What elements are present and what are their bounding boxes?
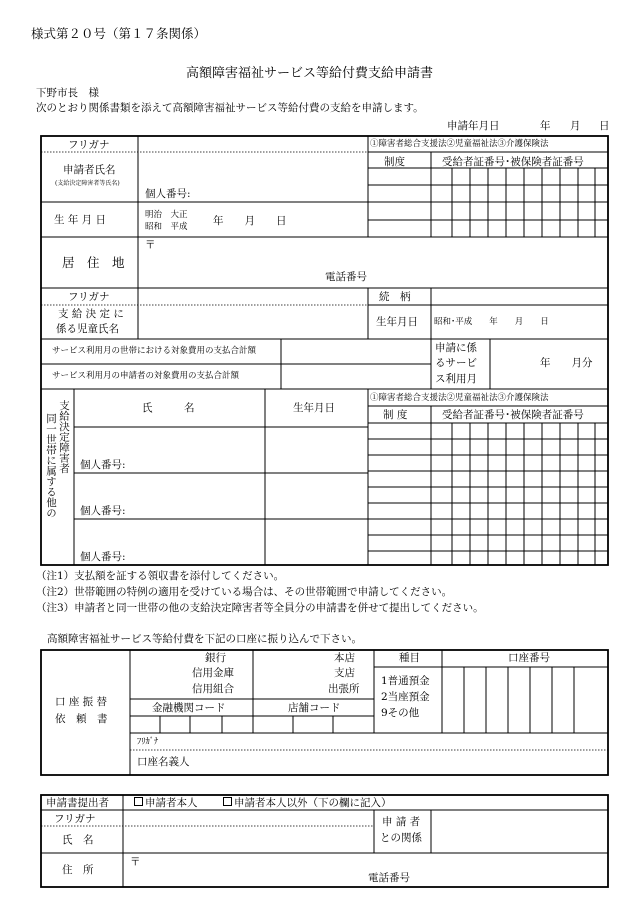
form-number: 様式第２０号（第１７条関係） bbox=[31, 26, 207, 41]
branch-code-field[interactable] bbox=[254, 717, 374, 733]
bank-type-shinkin: 信用金庫 bbox=[192, 667, 234, 679]
branch-type-honten: 本店 bbox=[334, 652, 355, 664]
date-day-label: 日 bbox=[599, 120, 610, 132]
applicant-cert-number-field[interactable] bbox=[369, 169, 607, 237]
applicant-total-field[interactable] bbox=[282, 365, 430, 389]
household-member-3-birth[interactable] bbox=[266, 520, 368, 565]
household-cert-number-grid[interactable] bbox=[369, 424, 607, 565]
submitter-furigana-label: フリガナ bbox=[54, 813, 96, 825]
applicant-furigana-label: フリガナ bbox=[68, 139, 110, 151]
household-vertical-label-right: 支給決定障害者 bbox=[58, 400, 71, 474]
household-member-1-my-number: 個人番号: bbox=[80, 459, 126, 471]
submitter-other-label: 申請者本人以外（下の欄に記入） bbox=[234, 797, 392, 809]
submitter-name-field[interactable] bbox=[124, 827, 374, 853]
household-laws-label: ①障害者総合支援法②児童福祉法③介護保険法 bbox=[370, 393, 549, 403]
service-month-label-3: ス利用月 bbox=[435, 373, 477, 385]
bank-type-bank: 銀行 bbox=[205, 652, 226, 664]
submitter-label: 申請書提出者 bbox=[46, 797, 109, 809]
household-name-header: 氏 名 bbox=[142, 402, 195, 414]
household-member-1-birth[interactable] bbox=[266, 428, 368, 473]
account-type-2: 2当座預金 bbox=[381, 691, 430, 703]
child-name-field[interactable] bbox=[139, 306, 367, 339]
submitter-phone-label: 電話番号 bbox=[368, 872, 410, 884]
branch-name-field[interactable] bbox=[254, 651, 374, 699]
branch-type-shiten: 支店 bbox=[334, 667, 355, 679]
applicant-name-sublabel: (支給決定障害者等氏名) bbox=[55, 180, 120, 187]
application-date-label: 申請年月日 bbox=[447, 120, 500, 132]
applicant-address-label: 居 住 地 bbox=[62, 255, 125, 270]
applicant-seido-label: 制度 bbox=[384, 156, 405, 168]
submitter-relation-label-1: 申 請 者 bbox=[382, 816, 421, 828]
service-year-month: 年 月分 bbox=[540, 357, 593, 369]
submitter-relation-label-2: との関係 bbox=[380, 832, 422, 844]
submitter-self-label: 申請者本人 bbox=[145, 797, 198, 809]
form-title: 高額障害福祉サービス等給付費支給申請書 bbox=[186, 66, 434, 81]
household-member-2-my-number: 個人番号: bbox=[80, 505, 126, 517]
applicant-cert-label: 受給者証番号･被保険者証番号 bbox=[442, 156, 584, 168]
date-year-label: 年 bbox=[540, 120, 551, 132]
applicant-furigana-field[interactable] bbox=[139, 137, 367, 152]
child-furigana-field[interactable] bbox=[139, 289, 367, 305]
applicant-name-label: 申請者氏名 bbox=[63, 164, 116, 176]
intro-text: 次のとおり関係書類を添えて高額障害福祉サービス等給付費の支給を申請します。 bbox=[36, 102, 424, 114]
applicant-phone-label: 電話番号 bbox=[325, 271, 367, 283]
applicant-laws-label: ①障害者総合支援法②児童福祉法③介護保険法 bbox=[370, 139, 549, 149]
submitter-relation-field[interactable] bbox=[432, 811, 608, 853]
household-total-field[interactable] bbox=[282, 340, 430, 364]
account-holder-field[interactable] bbox=[254, 751, 608, 775]
applicant-total-label: サービス利用月の申請者の対象費用の支払合計額 bbox=[52, 371, 240, 381]
submitter-other-checkbox[interactable] bbox=[223, 797, 232, 806]
bank-type-kumiai: 信用組合 bbox=[192, 683, 234, 695]
applicant-name-field[interactable] bbox=[139, 153, 367, 185]
applicant-birth-ymd: 年 月 日 bbox=[213, 215, 287, 227]
applicant-era-line1: 明治 大正 bbox=[145, 210, 188, 220]
applicant-birth-label: 生 年 月 日 bbox=[54, 214, 107, 226]
applicant-postal-mark: 〒 bbox=[145, 239, 156, 251]
account-type-9: 9その他 bbox=[381, 707, 420, 719]
household-cert-label: 受給者証番号･被保険者証番号 bbox=[442, 409, 584, 421]
applicant-address-field[interactable] bbox=[139, 238, 607, 287]
bank-name-field[interactable] bbox=[131, 651, 253, 699]
household-seido-label: 制 度 bbox=[383, 409, 408, 421]
holder-furigana-label: ﾌﾘｶﾞﾅ bbox=[137, 737, 159, 747]
account-type-label: 種目 bbox=[399, 652, 420, 664]
child-relation-field[interactable] bbox=[432, 289, 607, 305]
service-month-label-2: るサービ bbox=[435, 357, 477, 369]
submitter-furigana-field[interactable] bbox=[124, 811, 374, 826]
note-2: （注2）世帯範囲の特例の適用を受けている場合は、その世帯範囲で申請してください。 bbox=[36, 586, 453, 598]
account-type-1: 1普通預金 bbox=[381, 675, 430, 687]
date-month-label: 月 bbox=[570, 120, 581, 132]
child-furigana-label: フリガナ bbox=[68, 291, 110, 303]
applicant-era-line2: 昭和 平成 bbox=[145, 222, 188, 232]
submitter-self-checkbox[interactable] bbox=[134, 797, 143, 806]
household-member-2-birth[interactable] bbox=[266, 474, 368, 519]
service-month-label-1: 申請に係 bbox=[435, 342, 477, 354]
account-holder-label: 口座名義人 bbox=[137, 756, 190, 768]
household-birth-header: 生年月日 bbox=[293, 402, 335, 414]
holder-furigana-field[interactable] bbox=[254, 734, 608, 750]
note-1: （注1）支払額を証する領収書を添付してください。 bbox=[36, 570, 285, 582]
household-total-label: サービス利用月の世帯における対象費用の支払合計額 bbox=[52, 346, 257, 356]
institution-code-label: 金融機関コード bbox=[152, 702, 226, 714]
note-3: （注3）申請者と同一世帯の他の支給決定障害者等全員分の申請書を併せて提出してください。 bbox=[36, 602, 484, 614]
addressee: 下野市長 様 bbox=[36, 87, 99, 99]
child-name-label-2: 係る児童氏名 bbox=[56, 323, 119, 335]
account-type-field[interactable] bbox=[375, 668, 442, 733]
child-birth-value: 昭和･平成 年 月 日 bbox=[434, 317, 549, 327]
transfer-label-1: 口 座 振 替 bbox=[55, 696, 108, 708]
branch-type-shuchojo: 出張所 bbox=[328, 683, 360, 695]
applicant-my-number-label: 個人番号: bbox=[145, 188, 191, 200]
submitter-address-label: 住 所 bbox=[62, 864, 94, 876]
account-number-label: 口座番号 bbox=[508, 652, 550, 664]
transfer-label-2: 依 頼 書 bbox=[55, 713, 108, 725]
submitter-address-field[interactable] bbox=[124, 854, 608, 887]
child-name-label-1: 支 給 決 定 に bbox=[58, 308, 124, 320]
bank-instruction: 高額障害福祉サービス等給付費を下記の口座に振り込んで下さい。 bbox=[47, 633, 362, 645]
household-member-3-my-number: 個人番号: bbox=[80, 551, 126, 563]
submitter-name-label: 氏 名 bbox=[62, 834, 94, 846]
submitter-postal-mark: 〒 bbox=[130, 856, 141, 868]
branch-code-label: 店舗コード bbox=[288, 702, 341, 714]
account-number-field[interactable] bbox=[443, 668, 608, 733]
child-birth-label: 生年月日 bbox=[376, 316, 418, 328]
institution-code-field[interactable] bbox=[131, 717, 253, 733]
household-vertical-label-left: 同一世帯に属する他の bbox=[45, 413, 58, 518]
child-relation-label: 続 柄 bbox=[379, 291, 411, 303]
